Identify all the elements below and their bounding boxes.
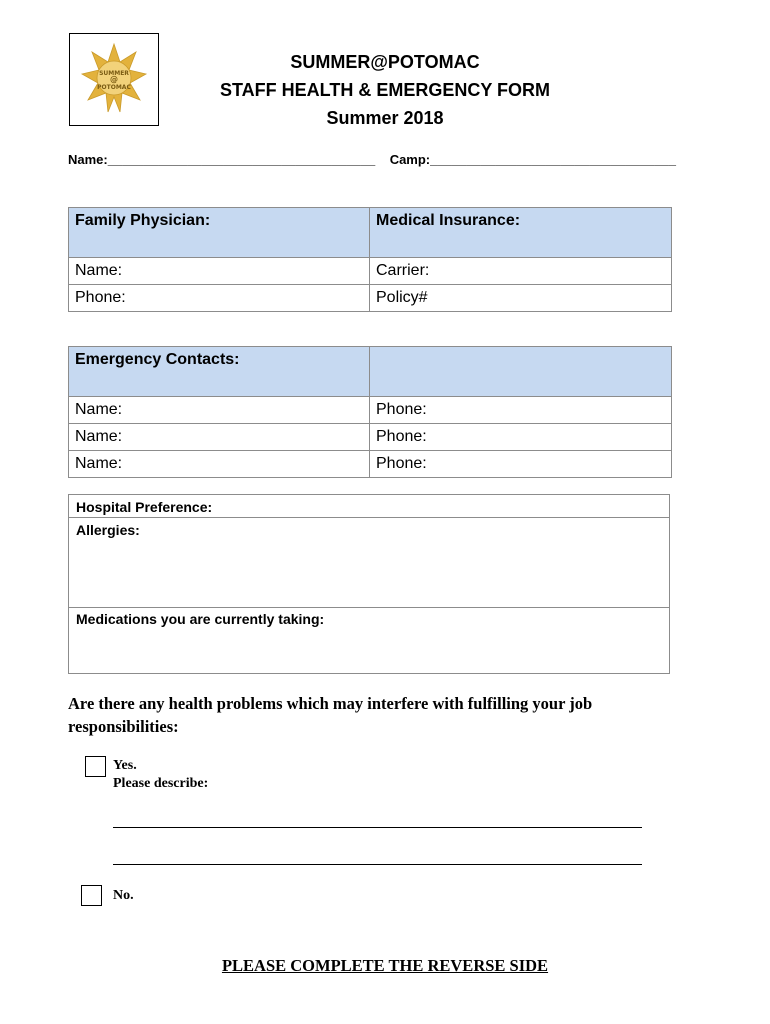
describe-line-2[interactable] xyxy=(113,864,642,865)
no-checkbox[interactable] xyxy=(81,885,102,906)
camp-logo xyxy=(69,33,159,126)
medical-info-box xyxy=(68,494,670,674)
contact-2-name-field[interactable]: Name: xyxy=(69,424,370,451)
svg-text:@: @ xyxy=(110,75,118,84)
divider xyxy=(69,517,669,518)
emergency-contacts-header: Emergency Contacts: xyxy=(69,347,370,397)
insurance-policy-field[interactable]: Policy# xyxy=(370,285,672,312)
insurance-carrier-field[interactable]: Carrier: xyxy=(370,258,672,285)
no-label: No. xyxy=(113,888,134,903)
contact-3-phone-field[interactable]: Phone: xyxy=(370,451,672,478)
physician-name-field[interactable]: Name: xyxy=(69,258,370,285)
contact-1-phone-field[interactable]: Phone: xyxy=(370,397,672,424)
contact-1-name-field[interactable]: Name: xyxy=(69,397,370,424)
yes-label: Yes. xyxy=(113,758,137,773)
svg-text:SUMMER: SUMMER xyxy=(99,70,129,77)
allergies-label[interactable]: Allergies: xyxy=(76,522,140,538)
describe-label: Please describe: xyxy=(113,776,209,791)
yes-checkbox[interactable] xyxy=(85,756,106,777)
svg-text:POTOMAC: POTOMAC xyxy=(97,84,131,91)
contact-3-name-field[interactable]: Name: xyxy=(69,451,370,478)
hospital-preference-label[interactable]: Hospital Preference: xyxy=(76,499,213,515)
describe-line-1[interactable] xyxy=(113,827,642,828)
family-physician-header: Family Physician: xyxy=(69,208,370,258)
contact-2-phone-field[interactable]: Phone: xyxy=(370,424,672,451)
emergency-contacts-table xyxy=(68,346,672,478)
medications-label[interactable]: Medications you are currently taking: xyxy=(76,611,325,627)
divider xyxy=(69,607,669,608)
emergency-contacts-header-blank xyxy=(370,347,672,397)
physician-phone-field[interactable]: Phone: xyxy=(69,285,370,312)
medical-insurance-header: Medical Insurance: xyxy=(370,208,672,258)
org-title: SUMMER@POTOMAC xyxy=(290,52,480,72)
health-question: Are there any health problems which may interfere with fulfilling your job responsibilities: xyxy=(68,694,593,736)
form-season: Summer 2018 xyxy=(326,108,444,128)
form-title: STAFF HEALTH & EMERGENCY FORM xyxy=(220,80,550,100)
physician-insurance-table xyxy=(68,207,672,312)
sun-logo-icon xyxy=(80,42,148,116)
reverse-side-note: PLEASE COMPLETE THE REVERSE SIDE xyxy=(221,956,549,975)
name-camp-line[interactable]: Name:_____________________________________ Camp:__________________________________ xyxy=(68,152,676,167)
